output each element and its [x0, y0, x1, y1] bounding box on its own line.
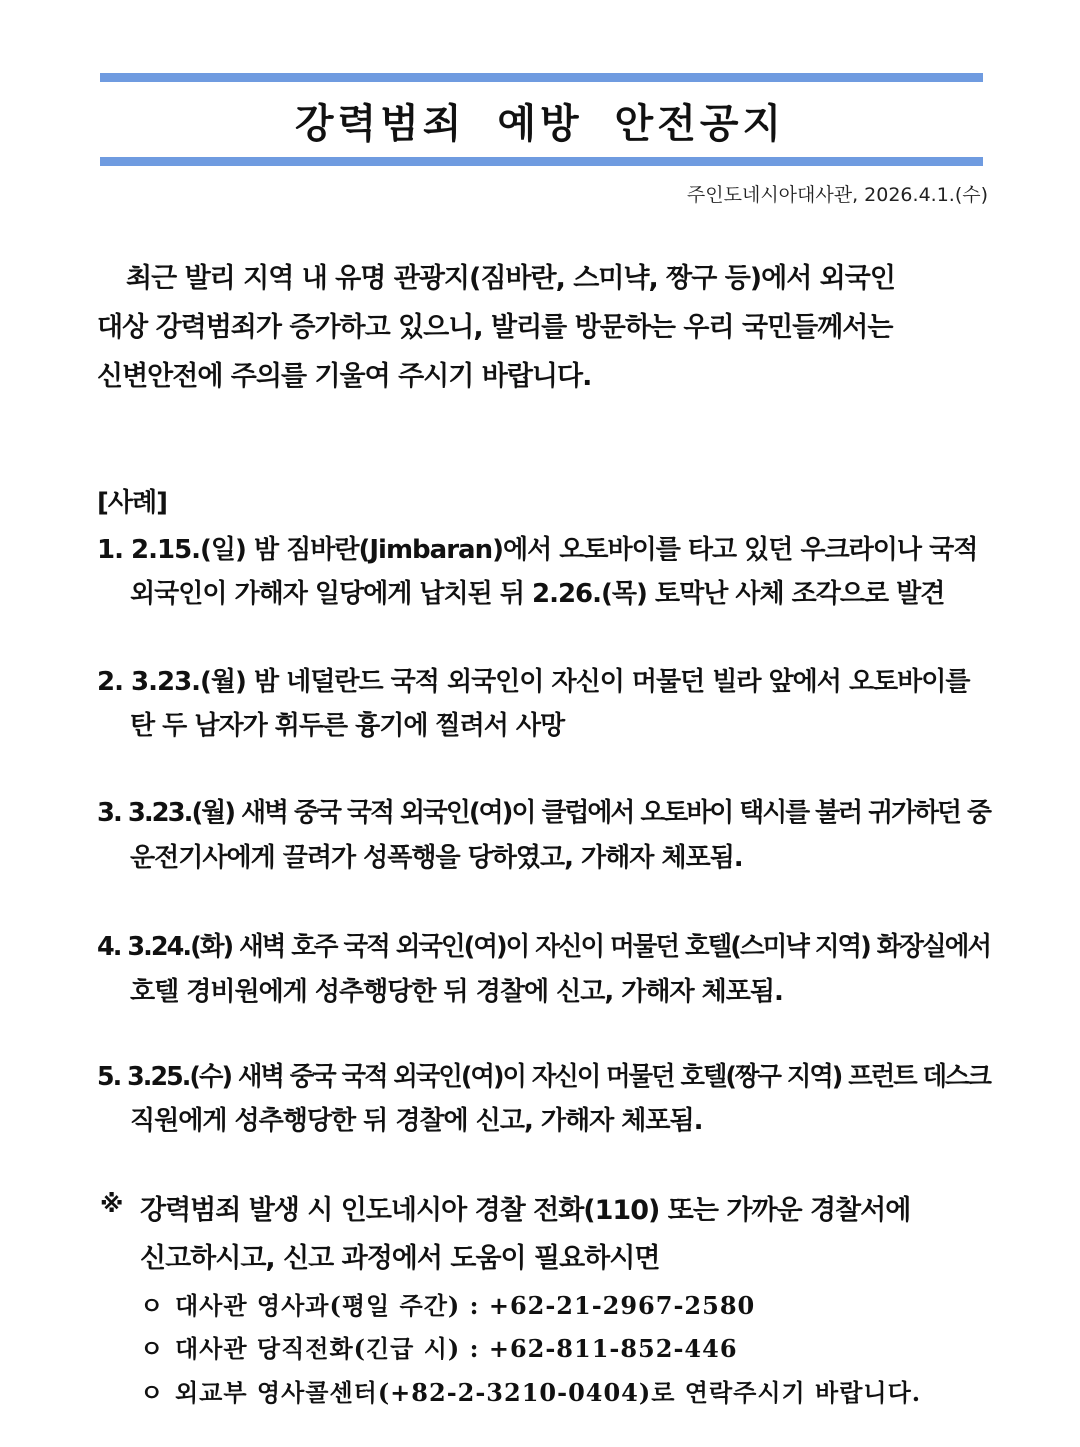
issuer-date: 주인도네시아대사관, 2026.4.1.(수): [686, 184, 988, 206]
case-line: 1. 2.15.(일) 밤 짐바란(Jimbaran)에서 오토바이를 타고 있던 우크라이나 국적: [97, 535, 978, 565]
case-line: 직원에게 성추행당한 뒤 경찰에 신고, 가해자 체포됨.: [130, 1106, 703, 1136]
case-line: 호텔 경비원에게 성추행당한 뒤 경찰에 신고, 가해자 체포됨.: [130, 977, 783, 1007]
reference-mark-icon: ※: [100, 1190, 123, 1218]
case-line: 외국인이 가해자 일당에게 납치된 뒤 2.26.(목) 토막난 사체 조각으로 발견: [130, 579, 945, 609]
title-bottom-rule: [100, 157, 983, 166]
case-line: 4. 3.24.(화) 새벽 호주 국적 외국인(여)이 자신이 머물던 호텔(스미냑 지역) 화장실에서: [97, 932, 990, 962]
page-title: 강력범죄 예방 안전공지: [294, 101, 786, 147]
contact-emergency: 대사관 당직전화(긴급 시) : +62-811-852-446: [175, 1334, 738, 1363]
title-top-rule: [100, 73, 983, 82]
case-line: 운전기사에게 끌려가 성폭행을 당하였고, 가해자 체포됨.: [130, 843, 743, 873]
contact-call-center: 외교부 영사콜센터(+82-2-3210-0404)로 연락주시기 바랍니다.: [175, 1378, 922, 1407]
note-line: 신고하시고, 신고 과정에서 도움이 필요하시면: [140, 1243, 660, 1274]
case-line: 3. 3.23.(월) 새벽 중국 국적 외국인(여)이 클럽에서 오토바이 택시를 불러 귀가하던 중: [97, 798, 990, 828]
intro-line: 대상 강력범죄가 증가하고 있으니, 발리를 방문하는 우리 국민들께서는: [97, 312, 893, 343]
note-line: 강력범죄 발생 시 인도네시아 경찰 전화(110) 또는 가까운 경찰서에: [140, 1195, 911, 1226]
case-line: 탄 두 남자가 휘두른 흉기에 찔려서 사망: [130, 711, 565, 741]
intro-line: 최근 발리 지역 내 유명 관광지(짐바란, 스미냑, 짱구 등)에서 외국인: [126, 263, 895, 294]
case-line: 5. 3.25.(수) 새벽 중국 국적 외국인(여)이 자신이 머물던 호텔(짱구 지역) 프런트 데스크: [97, 1062, 990, 1092]
bullet-icon: ㅇ: [140, 1334, 165, 1363]
bullet-icon: ㅇ: [140, 1378, 165, 1407]
intro-line: 신변안전에 주의를 기울여 주시기 바랍니다.: [97, 361, 592, 392]
cases-heading: [사례]: [97, 488, 167, 518]
bullet-icon: ㅇ: [140, 1291, 165, 1320]
contact-consular: 대사관 영사과(평일 주간) : +62-21-2967-2580: [175, 1291, 756, 1320]
case-line: 2. 3.23.(월) 밤 네덜란드 국적 외국인이 자신이 머물던 빌라 앞에서 오토바이를: [97, 667, 970, 697]
